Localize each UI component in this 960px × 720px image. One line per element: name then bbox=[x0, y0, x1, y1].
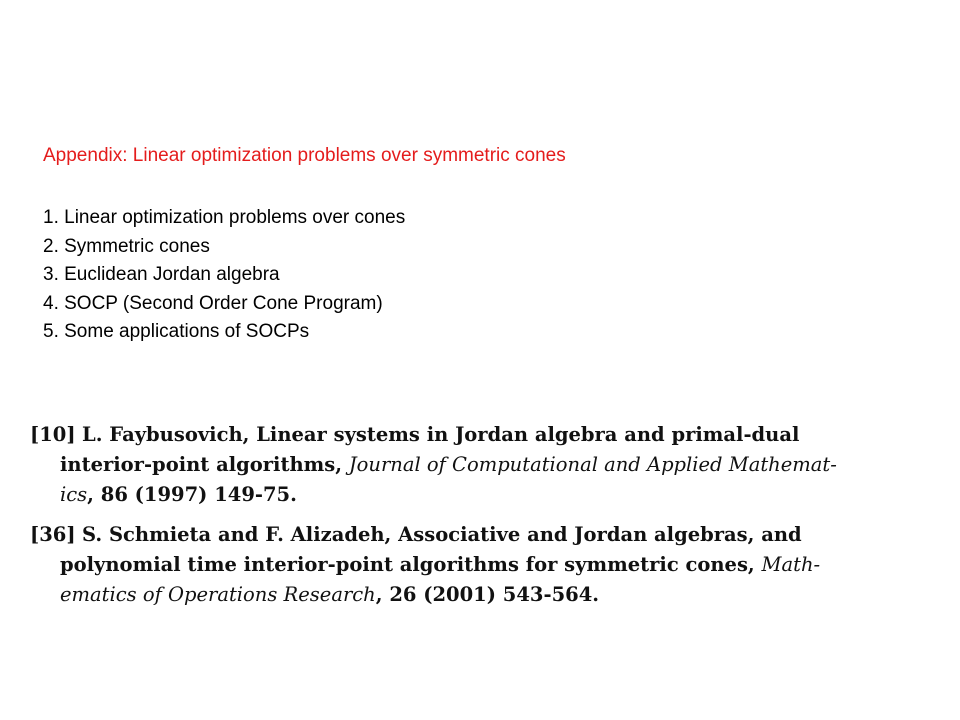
reference-line-3 bbox=[60, 480, 925, 510]
slide-heading: Appendix: Linear optimization problems over symmetric cones bbox=[43, 145, 566, 166]
reference-entry-10 bbox=[30, 420, 925, 510]
reference-number: [36] bbox=[30, 523, 76, 546]
outline-list bbox=[43, 204, 405, 347]
outline-item-1: 1. Linear optimization problems over cones bbox=[43, 207, 406, 228]
reference-text: polynomial time interior-point algorithms for symmetric cones, bbox=[60, 553, 762, 576]
reference-text: interior-point algorithms, bbox=[60, 453, 349, 476]
reference-journal-title: ics bbox=[60, 483, 88, 506]
outline-item-3: 3. Euclidean Jordan algebra bbox=[43, 264, 280, 285]
reference-text: , 26 (2001) 543-564. bbox=[375, 583, 600, 606]
reference-journal-title: Math- bbox=[761, 553, 821, 576]
reference-journal-title: ematics of Operations Research bbox=[60, 583, 376, 606]
reference-line-1: L. Faybusovich, Linear systems in Jordan algebra and primal-dual bbox=[82, 423, 800, 446]
reference-line-2 bbox=[60, 550, 925, 580]
reference-entry-36 bbox=[30, 520, 925, 610]
reference-text: , 86 (1997) 149-75. bbox=[87, 483, 297, 506]
reference-journal-title: Journal of Computational and Applied Mathemat- bbox=[348, 453, 837, 476]
reference-number: [10] bbox=[30, 423, 76, 446]
reference-line-3 bbox=[60, 580, 925, 610]
reference-body bbox=[60, 520, 925, 610]
outline-item-5: 5. Some applications of SOCPs bbox=[43, 321, 310, 342]
outline-item-2: 2. Symmetric cones bbox=[43, 235, 210, 257]
outline-item-4: 4. SOCP (Second Order Cone Program) bbox=[43, 292, 383, 314]
reference-line-2 bbox=[60, 450, 925, 480]
reference-body bbox=[60, 420, 925, 510]
reference-line-1: S. Schmieta and F. Alizadeh, Associative and Jordan algebras, and bbox=[82, 523, 802, 546]
references-section bbox=[30, 420, 925, 620]
